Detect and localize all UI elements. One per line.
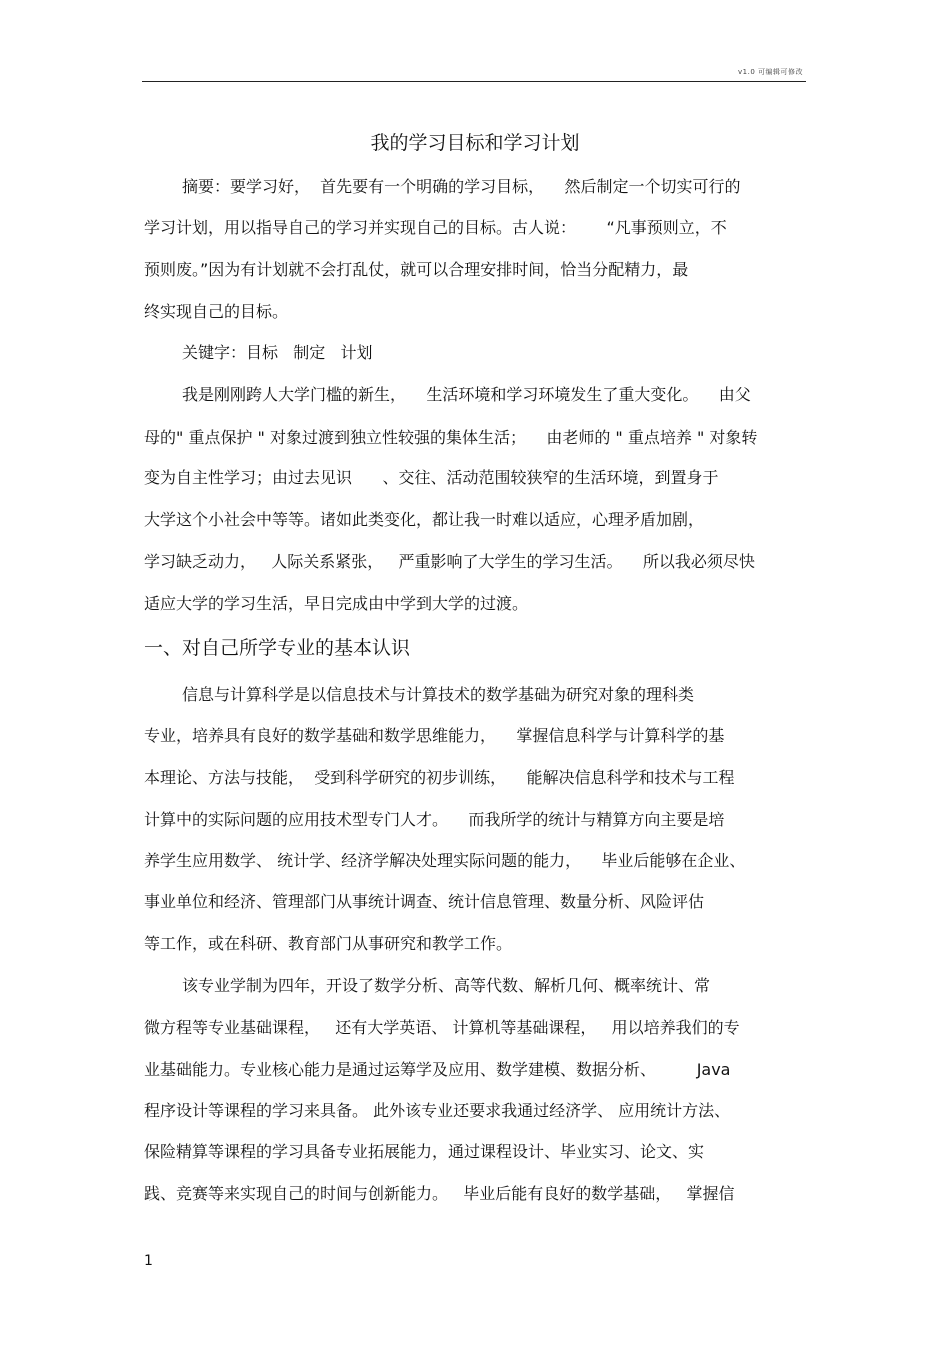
body-line: 程序设计等课程的学习来具备。 此外该专业还要求我通过经济学、 应用统计方法、 (144, 1101, 731, 1120)
abstract-line: 预则废。”因为有计划就不会打乱仗，就可以合理安排时间，恰当分配精力，最 (144, 260, 689, 279)
body-line: 业基础能力。专业核心能力是通过运筹学及应用、数学建模、数据分析、 Java (144, 1060, 731, 1079)
body-line: 等工作，或在科研、教育部门从事研究和教学工作。 (144, 934, 513, 953)
body-line: 微方程等专业基础课程， 还有大学英语、 计算机等基础课程， 用以培养我们的专 (144, 1018, 740, 1037)
document-title: 我的学习目标和学习计划 (370, 132, 580, 154)
body-line: 我是刚刚跨人大学门槛的新生， 生活环境和学习环境发生了重大变化。 由父 (182, 385, 751, 404)
body-line: 专业，培养具有良好的数学基础和数学思维能力， 掌握信息科学与计算科学的基 (144, 726, 725, 745)
body-line: 该专业学制为四年，开设了数学分析、高等代数、解析几何、概率统计、常 (182, 976, 711, 995)
body-line: 适应大学的学习生活，早日完成由中学到大学的过渡。 (144, 594, 529, 613)
page-number: 1 (144, 1253, 153, 1269)
body-line: 践、竞赛等来实现自己的时间与创新能力。 毕业后能有良好的数学基础， 掌握信 (144, 1184, 735, 1203)
abstract-line: 摘要：要学习好， 首先要有一个明确的学习目标， 然后制定一个切实可行的 (182, 177, 741, 196)
body-line: 母的" 重点保护 " 对象过渡到独立性较强的集体生活； 由老师的 " 重点培养 " 对象转 (144, 428, 758, 447)
body-line: 变为自主性学习；由过去见识 、交往、活动范围较狭窄的生活环境，到置身于 (144, 468, 719, 487)
body-line: 事业单位和经济、管理部门从事统计调查、统计信息管理、数量分析、风险评估 (144, 892, 705, 911)
body-line: 信息与计算科学是以信息技术与计算技术的数学基础为研究对象的理科类 (182, 685, 695, 704)
body-line: 计算中的实际问题的应用技术型专门人才。 而我所学的统计与精算方向主要是培 (144, 810, 725, 829)
body-line: 学习缺乏动力， 人际关系紧张， 严重影响了大学生的学习生活。 所以我必须尽快 (144, 552, 755, 571)
body-line: 大学这个小社会中等等。诸如此类变化，都让我一时难以适应，心理矛盾加剧， (144, 510, 705, 529)
abstract-line: 学习计划，用以指导自己的学习并实现自己的目标。古人说： “凡事预则立，不 (144, 218, 727, 237)
body-line: 保险精算等课程的学习具备专业拓展能力，通过课程设计、毕业实习、论文、实 (144, 1142, 705, 1161)
header-version-note: v1.0 可编辑可修改 (738, 68, 803, 76)
keywords-line: 关键字：目标 制定 计划 (182, 343, 373, 362)
section-heading: 一、对自己所学专业的基本认识 (144, 637, 411, 659)
header-divider (142, 81, 806, 82)
body-line: 养学生应用数学、 统计学、经济学解决处理实际问题的能力， 毕业后能够在企业、 (144, 851, 746, 870)
abstract-line: 终实现自己的目标。 (144, 302, 289, 321)
body-line: 本理论、方法与技能， 受到科学研究的初步训练， 能解决信息科学和技术与工程 (144, 768, 735, 787)
